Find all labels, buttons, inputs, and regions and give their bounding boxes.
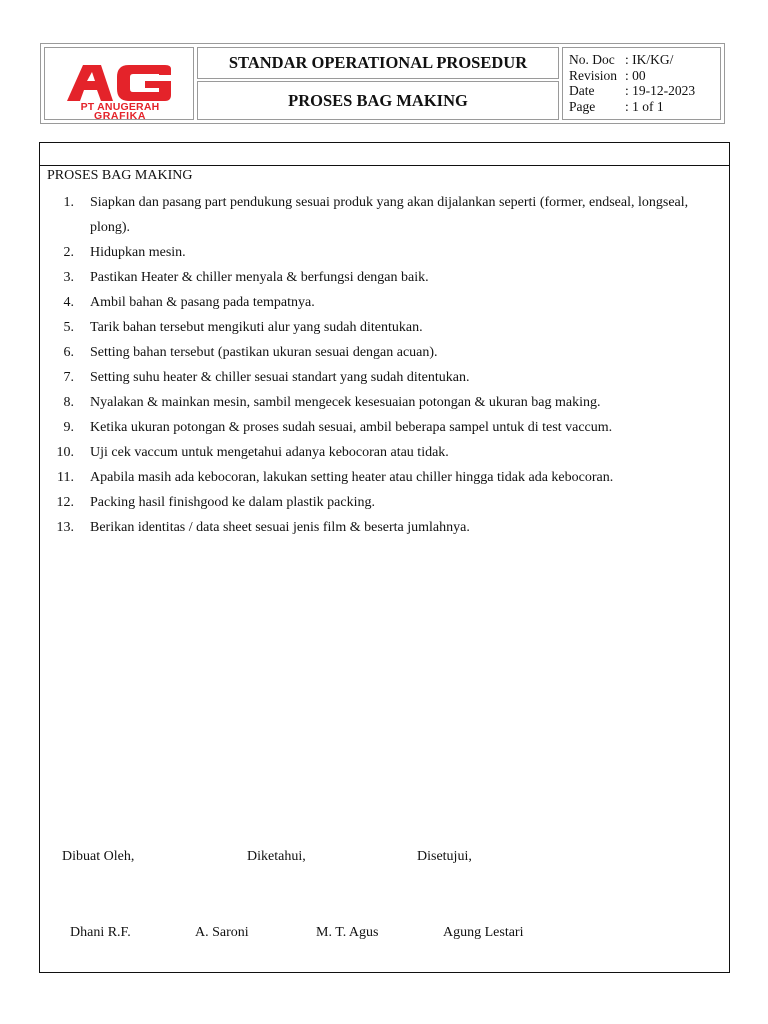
step-item: 1. Siapkan dan pasang part pendukung sesuai produk yang akan dijalankan seperti (former, endseal, longseal, plong). (63, 195, 689, 235)
step-item: 13. Berikan identitas / data sheet sesuai jenis film & beserta jumlahnya. (56, 520, 470, 535)
step-item: 2. Hidupkan mesin. (63, 245, 186, 260)
step-item: 3. Pastikan Heater & chiller menyala & berfungsi dengan baik. (63, 270, 429, 285)
signature-label-approved: Disetujui, (417, 849, 472, 864)
signer-name: Dhani R.F. (70, 925, 131, 940)
step-item: 7. Setting suhu heater & chiller sesuai standart yang sudah ditentukan. (63, 370, 470, 385)
step-item: 5. Tarik bahan tersebut mengikuti alur yang sudah ditentukan. (63, 320, 423, 335)
document-header (40, 43, 725, 124)
meta-doc-number: No. Doc : IK/KG/ (569, 52, 674, 67)
company-logo (44, 47, 194, 120)
meta-date: Date : 19-12-2023 (569, 83, 696, 98)
step-item: 12. Packing hasil finishgood ke dalam plastik packing. (56, 495, 376, 510)
signer-name: A. Saroni (195, 925, 249, 940)
signer-name: Agung Lestari (443, 925, 524, 940)
step-item: 8. Nyalakan & mainkan mesin, sambil mengecek kesesuaian potongan & ukuran bag making. (63, 395, 601, 410)
signature-label-acknowledged: Diketahui, (247, 849, 306, 864)
step-item: 9. Ketika ukuran potongan & proses sudah sesuai, ambil beberapa sampel untuk di test vaccum. (63, 420, 613, 435)
step-item: 4. Ambil bahan & pasang pada tempatnya. (63, 295, 315, 310)
procedure-steps (40, 190, 720, 540)
body-divider (40, 165, 729, 166)
meta-page: Page : 1 of 1 (569, 98, 664, 114)
meta-revision: Revision : 00 (569, 67, 646, 83)
document-title: STANDAR OPERATIONAL PROSEDUR (197, 47, 559, 79)
section-title: PROSES BAG MAKING (47, 168, 193, 183)
ag-logo-mark (67, 65, 171, 101)
company-name-line1: PT ANUGERAH (80, 101, 160, 113)
procedure-body (39, 142, 730, 973)
document-subtitle: PROSES BAG MAKING (197, 81, 559, 120)
step-item: 10. Uji cek vaccum untuk mengetahui adanya kebocoran atau tidak. (56, 445, 449, 460)
signature-label-made-by: Dibuat Oleh, (62, 849, 135, 864)
company-name-line2: GRAFIKA (93, 110, 147, 122)
step-item: 11. Apabila masih ada kebocoran, lakukan setting heater atau chiller hingga tidak ada kebocoran. (57, 470, 614, 485)
signer-name: M. T. Agus (316, 925, 379, 940)
step-item: 6. Setting bahan tersebut (pastikan ukuran sesuai dengan acuan). (63, 345, 438, 360)
document-meta (562, 47, 721, 120)
